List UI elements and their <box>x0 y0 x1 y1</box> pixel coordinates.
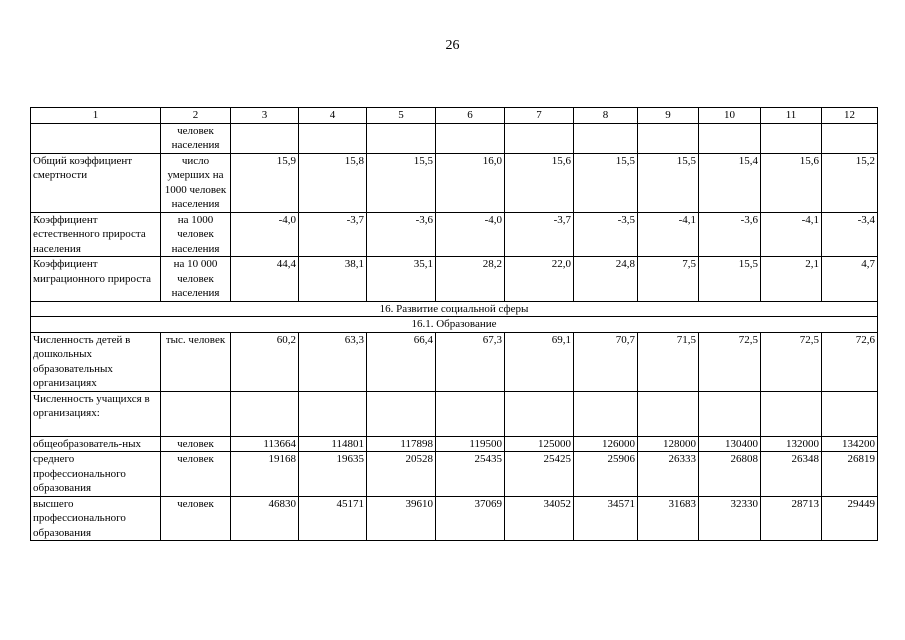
value-cell: -3,5 <box>574 212 638 257</box>
value-cell <box>761 391 822 436</box>
section-title-row <box>31 301 878 317</box>
table-row <box>31 332 878 391</box>
value-cell: 72,5 <box>761 332 822 391</box>
value-cell: 2,1 <box>761 257 822 302</box>
value-cell: 15,5 <box>699 257 761 302</box>
value-cell: 72,6 <box>822 332 878 391</box>
value-cell: 45171 <box>299 496 367 541</box>
value-cell: 35,1 <box>367 257 436 302</box>
value-cell <box>436 391 505 436</box>
value-cell: 34571 <box>574 496 638 541</box>
value-cell: 67,3 <box>436 332 505 391</box>
table-row <box>31 212 878 257</box>
value-cell: 20528 <box>367 452 436 497</box>
value-cell: 15,6 <box>505 153 574 212</box>
value-cell: 63,3 <box>299 332 367 391</box>
value-cell: 46830 <box>231 496 299 541</box>
value-cell <box>699 391 761 436</box>
value-cell: 24,8 <box>574 257 638 302</box>
value-cell: -3,7 <box>299 212 367 257</box>
value-cell: 25435 <box>436 452 505 497</box>
column-number: 12 <box>822 108 878 124</box>
table-row <box>31 391 878 436</box>
value-cell: 69,1 <box>505 332 574 391</box>
value-cell: 70,7 <box>574 332 638 391</box>
value-cell: 38,1 <box>299 257 367 302</box>
indicator-name <box>31 123 161 153</box>
value-cell: 117898 <box>367 436 436 452</box>
column-number: 5 <box>367 108 436 124</box>
column-number: 9 <box>638 108 699 124</box>
table-row <box>31 436 878 452</box>
value-cell: 128000 <box>638 436 699 452</box>
value-cell: 15,2 <box>822 153 878 212</box>
indicator-name: Численность детей в дошкольных образовательных организациях <box>31 332 161 391</box>
value-cell: -3,7 <box>505 212 574 257</box>
value-cell: -4,1 <box>638 212 699 257</box>
value-cell: 32330 <box>699 496 761 541</box>
unit-cell: на 10 000 человек населения <box>161 257 231 302</box>
value-cell: 130400 <box>699 436 761 452</box>
column-number-row <box>31 108 878 124</box>
subsection-title-row <box>31 317 878 333</box>
value-cell: 4,7 <box>822 257 878 302</box>
table-row <box>31 123 878 153</box>
value-cell: -4,0 <box>231 212 299 257</box>
value-cell: 15,9 <box>231 153 299 212</box>
value-cell: 16,0 <box>436 153 505 212</box>
column-number: 2 <box>161 108 231 124</box>
indicator-name: Коэффициент естественного прироста населения <box>31 212 161 257</box>
value-cell: 28,2 <box>436 257 505 302</box>
value-cell <box>638 391 699 436</box>
indicator-name: среднего профессионального образования <box>31 452 161 497</box>
value-cell <box>574 391 638 436</box>
indicator-name: Коэффициент миграционного прироста <box>31 257 161 302</box>
unit-cell: человек <box>161 496 231 541</box>
value-cell <box>699 123 761 153</box>
column-number: 6 <box>436 108 505 124</box>
unit-cell <box>161 391 231 436</box>
value-cell: 31683 <box>638 496 699 541</box>
value-cell <box>638 123 699 153</box>
value-cell <box>231 123 299 153</box>
value-cell: 15,5 <box>638 153 699 212</box>
unit-cell: число умерших на 1000 человек населения <box>161 153 231 212</box>
column-number: 4 <box>299 108 367 124</box>
table-row <box>31 153 878 212</box>
unit-cell: человек <box>161 436 231 452</box>
value-cell: 37069 <box>436 496 505 541</box>
value-cell: 29449 <box>822 496 878 541</box>
column-number: 8 <box>574 108 638 124</box>
value-cell <box>822 391 878 436</box>
value-cell: -4,1 <box>761 212 822 257</box>
value-cell: 60,2 <box>231 332 299 391</box>
value-cell: 39610 <box>367 496 436 541</box>
value-cell: 119500 <box>436 436 505 452</box>
unit-cell: человек <box>161 452 231 497</box>
value-cell: 113664 <box>231 436 299 452</box>
column-number: 1 <box>31 108 161 124</box>
indicator-name: Общий коэффициент смертности <box>31 153 161 212</box>
column-number: 10 <box>699 108 761 124</box>
value-cell <box>505 123 574 153</box>
value-cell: 26808 <box>699 452 761 497</box>
value-cell: 66,4 <box>367 332 436 391</box>
section-title: 16. Развитие социальной сферы <box>31 301 878 317</box>
table-row <box>31 452 878 497</box>
value-cell: 72,5 <box>699 332 761 391</box>
indicator-name: высшего профессионального образования <box>31 496 161 541</box>
column-number: 7 <box>505 108 574 124</box>
indicator-name: Численность учащихся в организациях: <box>31 391 161 436</box>
value-cell <box>822 123 878 153</box>
value-cell: 132000 <box>761 436 822 452</box>
column-number: 11 <box>761 108 822 124</box>
value-cell: -4,0 <box>436 212 505 257</box>
value-cell: 126000 <box>574 436 638 452</box>
value-cell: 44,4 <box>231 257 299 302</box>
value-cell: 19168 <box>231 452 299 497</box>
value-cell: 15,5 <box>367 153 436 212</box>
value-cell: 26819 <box>822 452 878 497</box>
value-cell: 134200 <box>822 436 878 452</box>
value-cell: 26333 <box>638 452 699 497</box>
value-cell <box>436 123 505 153</box>
value-cell: 71,5 <box>638 332 699 391</box>
value-cell <box>761 123 822 153</box>
value-cell: 34052 <box>505 496 574 541</box>
subsection-title: 16.1. Образование <box>31 317 878 333</box>
value-cell: 15,8 <box>299 153 367 212</box>
page-number: 26 <box>445 38 460 53</box>
value-cell: 7,5 <box>638 257 699 302</box>
value-cell: -3,6 <box>699 212 761 257</box>
value-cell <box>367 123 436 153</box>
value-cell <box>299 391 367 436</box>
value-cell: 15,4 <box>699 153 761 212</box>
value-cell: 25425 <box>505 452 574 497</box>
value-cell: 15,6 <box>761 153 822 212</box>
table-row <box>31 257 878 302</box>
value-cell: 15,5 <box>574 153 638 212</box>
value-cell: 125000 <box>505 436 574 452</box>
indicator-name: общеобразователь-ных <box>31 436 161 452</box>
value-cell: 28713 <box>761 496 822 541</box>
unit-cell: человек населения <box>161 123 231 153</box>
value-cell: 22,0 <box>505 257 574 302</box>
value-cell: 26348 <box>761 452 822 497</box>
value-cell: -3,4 <box>822 212 878 257</box>
value-cell <box>299 123 367 153</box>
column-number: 3 <box>231 108 299 124</box>
value-cell: 19635 <box>299 452 367 497</box>
statistics-table <box>30 107 878 541</box>
value-cell: 25906 <box>574 452 638 497</box>
table-row <box>31 496 878 541</box>
value-cell <box>505 391 574 436</box>
value-cell <box>231 391 299 436</box>
value-cell <box>574 123 638 153</box>
value-cell <box>367 391 436 436</box>
unit-cell: тыс. человек <box>161 332 231 391</box>
value-cell: 114801 <box>299 436 367 452</box>
value-cell: -3,6 <box>367 212 436 257</box>
unit-cell: на 1000 человек населения <box>161 212 231 257</box>
